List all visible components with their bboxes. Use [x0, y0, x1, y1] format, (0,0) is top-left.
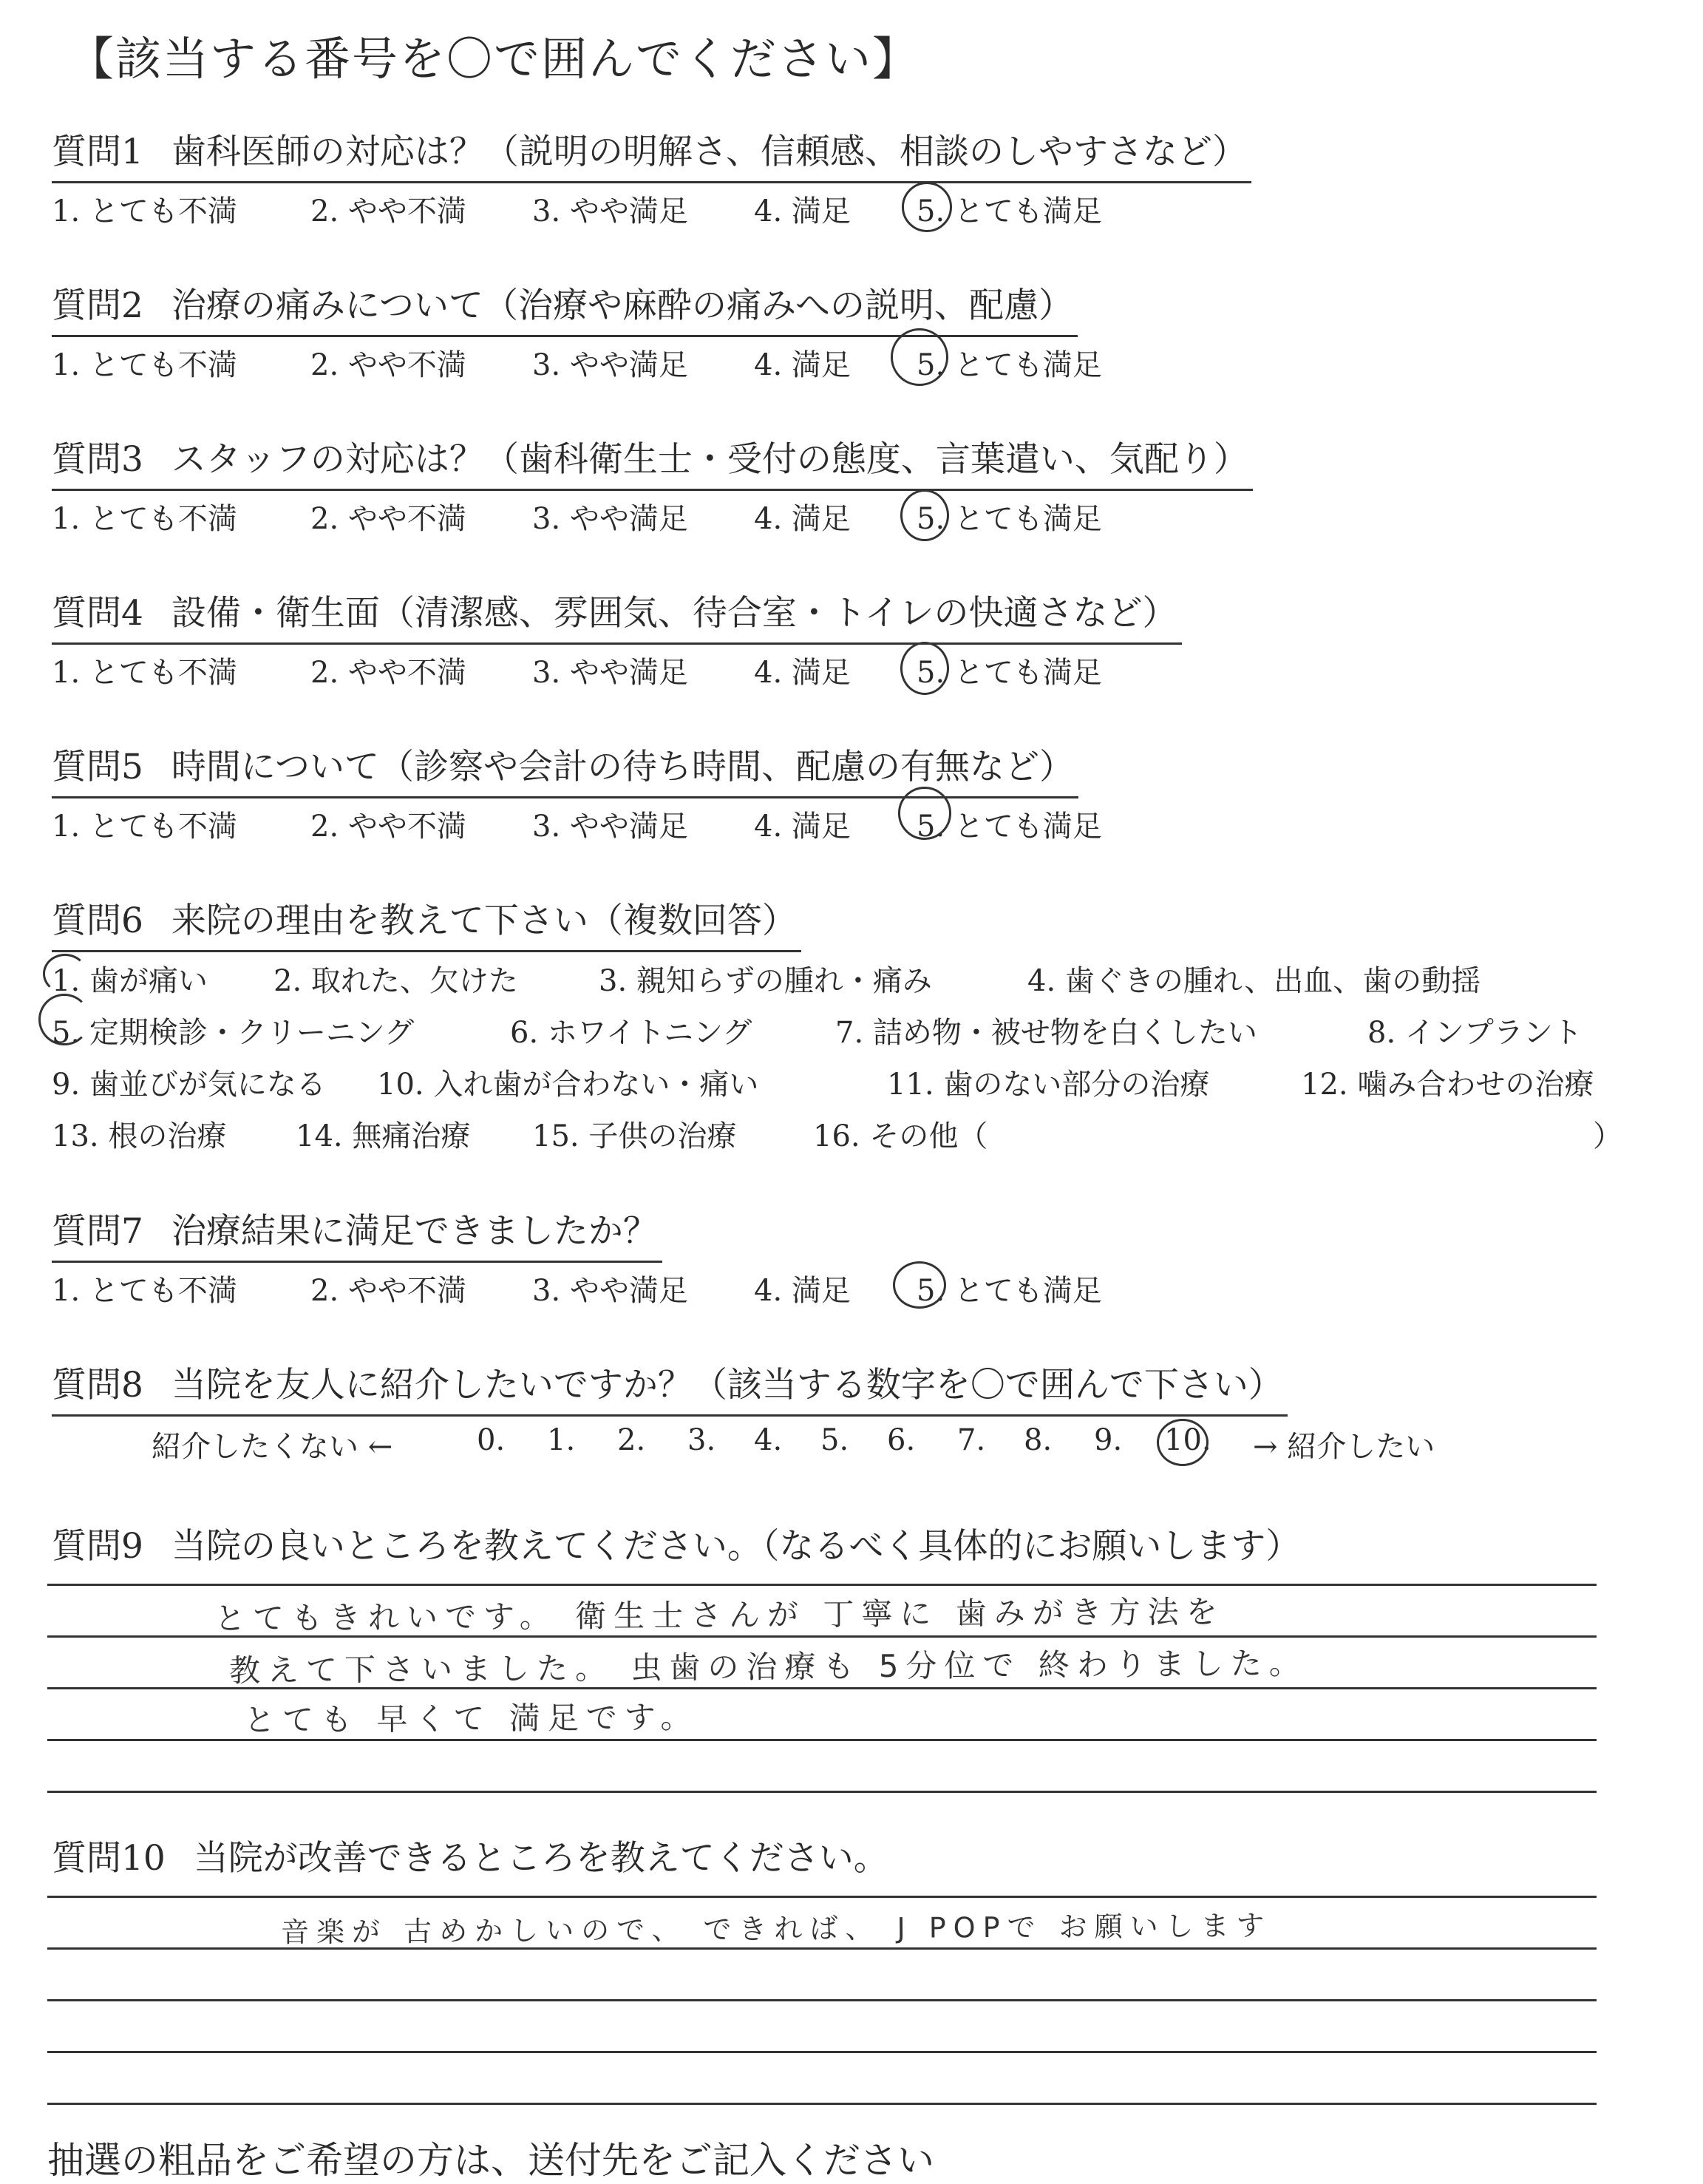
- q3-option-3[interactable]: 3. やや満足: [532, 502, 688, 536]
- q7-option-3[interactable]: 3. やや満足: [532, 1274, 688, 1308]
- q4-selection-circle: [900, 642, 949, 695]
- q2-option-1[interactable]: 1. とても不満: [52, 348, 237, 382]
- q5-option-2[interactable]: 2. やや不満: [310, 810, 466, 844]
- question-6-heading: [52, 893, 801, 952]
- question-4-options: [52, 649, 1182, 693]
- q4-option-2[interactable]: 2. やや不満: [310, 656, 466, 690]
- q10-answer-line-4: [47, 2051, 1597, 2053]
- question-7-options: [52, 1267, 1102, 1312]
- question-10-heading: [52, 1831, 893, 1888]
- q4-option-4[interactable]: 4. 満足: [754, 656, 851, 690]
- question-3: [52, 432, 1253, 540]
- question-9: [52, 1519, 1305, 1576]
- q9-answer-text-1: とてもきれいです。 衛生士さんが 丁寧に 歯みがき方法を: [214, 1593, 1225, 1637]
- q2-option-4[interactable]: 4. 満足: [754, 348, 851, 382]
- q3-option-1[interactable]: 1. とても不満: [52, 502, 237, 536]
- q3-option-4[interactable]: 4. 満足: [754, 502, 851, 536]
- question-4-heading: [52, 586, 1182, 645]
- q4-option-3[interactable]: 3. やや満足: [532, 656, 688, 690]
- q1-option-1[interactable]: 1. とても不満: [52, 194, 237, 228]
- q3-selection-circle: [900, 489, 949, 541]
- question-2-label: 質問2: [52, 285, 143, 326]
- q10-answer-line-1: [47, 1896, 1597, 1898]
- q8-number-10[interactable]: 10.: [1164, 1423, 1211, 1457]
- q7-option-2[interactable]: 2. やや不満: [310, 1274, 466, 1308]
- q6-selection-circle-5: [38, 994, 90, 1045]
- question-9-label: 質問9: [52, 1526, 143, 1567]
- question-10-label: 質問10: [52, 1838, 166, 1879]
- question-3-options: [52, 495, 1253, 540]
- question-3-text: スタッフの対応は？（歯科衛生士・受付の態度、言葉遣い、気配り）: [171, 439, 1248, 480]
- q6-other-close-paren: ）: [1593, 1119, 1622, 1153]
- q6-option-9[interactable]: 9. 歯並びが気になる: [52, 1068, 326, 1102]
- q7-option-4[interactable]: 4. 満足: [754, 1274, 851, 1308]
- q6-option-10[interactable]: 10. 入れ歯が合わない・痛い: [377, 1068, 759, 1102]
- question-8-heading: [52, 1357, 1288, 1417]
- q5-option-1[interactable]: 1. とても不満: [52, 810, 237, 844]
- q1-option-4[interactable]: 4. 満足: [754, 194, 851, 228]
- q6-option-11[interactable]: 11. 歯のない部分の治療: [887, 1068, 1210, 1102]
- q6-option-13[interactable]: 13. 根の治療: [52, 1119, 227, 1153]
- question-6: [52, 893, 801, 952]
- q8-number-1[interactable]: 1.: [547, 1423, 576, 1457]
- question-1-label: 質問1: [52, 132, 143, 172]
- question-1-heading: [52, 124, 1251, 183]
- question-10: [52, 1831, 893, 1888]
- q6-option-7[interactable]: 7. 詰め物・被せ物を白くしたい: [835, 1016, 1257, 1050]
- question-6-text: 来院の理由を教えて下さい（複数回答）: [171, 901, 797, 941]
- q9-answer-text-2: 教えて下さいました。 虫歯の治療も 5分位で 終わりました。: [228, 1644, 1308, 1689]
- q6-option-16[interactable]: 16. その他（: [813, 1119, 988, 1153]
- question-1: [52, 124, 1251, 232]
- q3-option-2[interactable]: 2. やや不満: [310, 502, 466, 536]
- q10-answer-text-1: 音楽が 古めかしいので、 できれば、 J POPで お願いします: [280, 1909, 1272, 1949]
- q6-option-5[interactable]: 5. 定期検診・クリーニング: [52, 1016, 415, 1050]
- q6-option-14[interactable]: 14. 無痛治療: [296, 1119, 471, 1153]
- question-7: [52, 1204, 1102, 1312]
- q10-answer-line-2: [47, 1947, 1597, 1950]
- question-3-label: 質問3: [52, 439, 143, 480]
- q9-answer-line-1: [47, 1584, 1597, 1586]
- question-5-label: 質問5: [52, 747, 143, 787]
- q9-answer-line-5: [47, 1791, 1597, 1793]
- q8-selection-circle: [1157, 1419, 1209, 1466]
- question-3-heading: [52, 432, 1253, 491]
- question-5: [52, 739, 1102, 847]
- q8-number-5[interactable]: 5.: [820, 1423, 849, 1457]
- q8-number-7[interactable]: 7.: [957, 1423, 986, 1457]
- question-4: [52, 586, 1182, 693]
- q6-option-12[interactable]: 12. 噛み合わせの治療: [1301, 1068, 1594, 1102]
- q7-option-5[interactable]: 5. とても満足: [917, 1274, 1102, 1308]
- question-9-text: 当院の良いところを教えてください。（なるべく具体的にお願いします）: [171, 1526, 1301, 1567]
- q2-option-3[interactable]: 3. やや満足: [532, 348, 688, 382]
- footer-note: 抽選の粗品をご希望の方は、送付先をご記入ください: [47, 2139, 934, 2182]
- question-9-heading: [52, 1519, 1305, 1576]
- q8-number-9[interactable]: 9.: [1094, 1423, 1123, 1457]
- q5-selection-circle: [898, 787, 951, 840]
- question-8-text: 当院を友人に紹介したいですか？（該当する数字を〇で囲んで下さい）: [171, 1365, 1283, 1405]
- q6-option-8[interactable]: 8. インプラント: [1367, 1016, 1583, 1050]
- question-8: [52, 1357, 1288, 1417]
- q5-option-4[interactable]: 4. 満足: [754, 810, 851, 844]
- q8-number-0[interactable]: 0.: [477, 1423, 506, 1457]
- q6-option-3[interactable]: 3. 親知らずの腫れ・痛み: [599, 964, 932, 998]
- q10-answer-line-3: [47, 1999, 1597, 2001]
- question-2-options: [52, 342, 1102, 386]
- q7-selection-circle: [893, 1261, 946, 1309]
- q7-option-1[interactable]: 1. とても不満: [52, 1274, 237, 1308]
- question-5-text: 時間について（診察や会計の待ち時間、配慮の有無など）: [171, 747, 1074, 787]
- q6-option-2[interactable]: 2. 取れた、欠けた: [273, 964, 518, 998]
- q8-right-label: → 紹介したい: [1253, 1430, 1435, 1464]
- question-1-text: 歯科医師の対応は？（説明の明解さ、信頼感、相談のしやすさなど）: [171, 132, 1248, 172]
- question-10-text: 当院が改善できるところを教えてください。: [193, 1838, 888, 1879]
- q6-option-4[interactable]: 4. 歯ぐきの腫れ、出血、歯の動揺: [1027, 964, 1481, 998]
- q1-option-2[interactable]: 2. やや不満: [310, 194, 466, 228]
- q5-option-3[interactable]: 3. やや満足: [532, 810, 688, 844]
- q8-number-4[interactable]: 4.: [754, 1423, 783, 1457]
- q2-selection-circle: [891, 328, 948, 386]
- question-7-heading: [52, 1204, 662, 1263]
- q9-answer-text-3: とても 早くて 満足です。: [243, 1698, 699, 1739]
- q10-answer-line-5: [47, 2103, 1597, 2105]
- question-4-text: 設備・衛生面（清潔感、雰囲気、待合室・トイレの快適さなど）: [171, 593, 1177, 634]
- q6-option-1[interactable]: 1. 歯が痛い: [52, 964, 208, 998]
- q4-option-5[interactable]: 5. とても満足: [917, 656, 1102, 690]
- q8-number-8[interactable]: 8.: [1024, 1423, 1053, 1457]
- q2-option-5[interactable]: 5. とても満足: [917, 348, 1102, 382]
- q2-option-2[interactable]: 2. やや不満: [310, 348, 466, 382]
- question-1-options: [52, 188, 1251, 232]
- q8-left-label: 紹介したくない ←: [152, 1430, 393, 1464]
- q5-option-5[interactable]: 5. とても満足: [917, 810, 1102, 844]
- question-7-text: 治療結果に満足できましたか？: [171, 1211, 658, 1252]
- q1-selection-circle: [902, 182, 952, 232]
- question-5-options: [52, 803, 1102, 847]
- q6-selection-mark-1: [43, 954, 87, 994]
- q8-number-3[interactable]: 3.: [687, 1423, 716, 1457]
- q6-option-15[interactable]: 15. 子供の治療: [532, 1119, 737, 1153]
- question-4-label: 質問4: [52, 593, 143, 634]
- q3-option-5[interactable]: 5. とても満足: [917, 502, 1102, 536]
- q1-option-5[interactable]: 5. とても満足: [917, 194, 1102, 228]
- question-2-text: 治療の痛みについて（治療や麻酔の痛みへの説明、配慮）: [171, 285, 1074, 326]
- question-2: [52, 278, 1102, 386]
- q1-option-3[interactable]: 3. やや満足: [532, 194, 688, 228]
- q8-number-2[interactable]: 2.: [617, 1423, 646, 1457]
- q4-option-1[interactable]: 1. とても不満: [52, 656, 237, 690]
- q6-option-6[interactable]: 6. ホワイトニング: [510, 1016, 752, 1050]
- question-7-label: 質問7: [52, 1211, 143, 1252]
- q8-number-6[interactable]: 6.: [887, 1423, 916, 1457]
- question-6-label: 質問6: [52, 901, 143, 941]
- page-title: 【該当する番号を〇で囲んでください】: [68, 32, 920, 86]
- question-8-label: 質問8: [52, 1365, 143, 1405]
